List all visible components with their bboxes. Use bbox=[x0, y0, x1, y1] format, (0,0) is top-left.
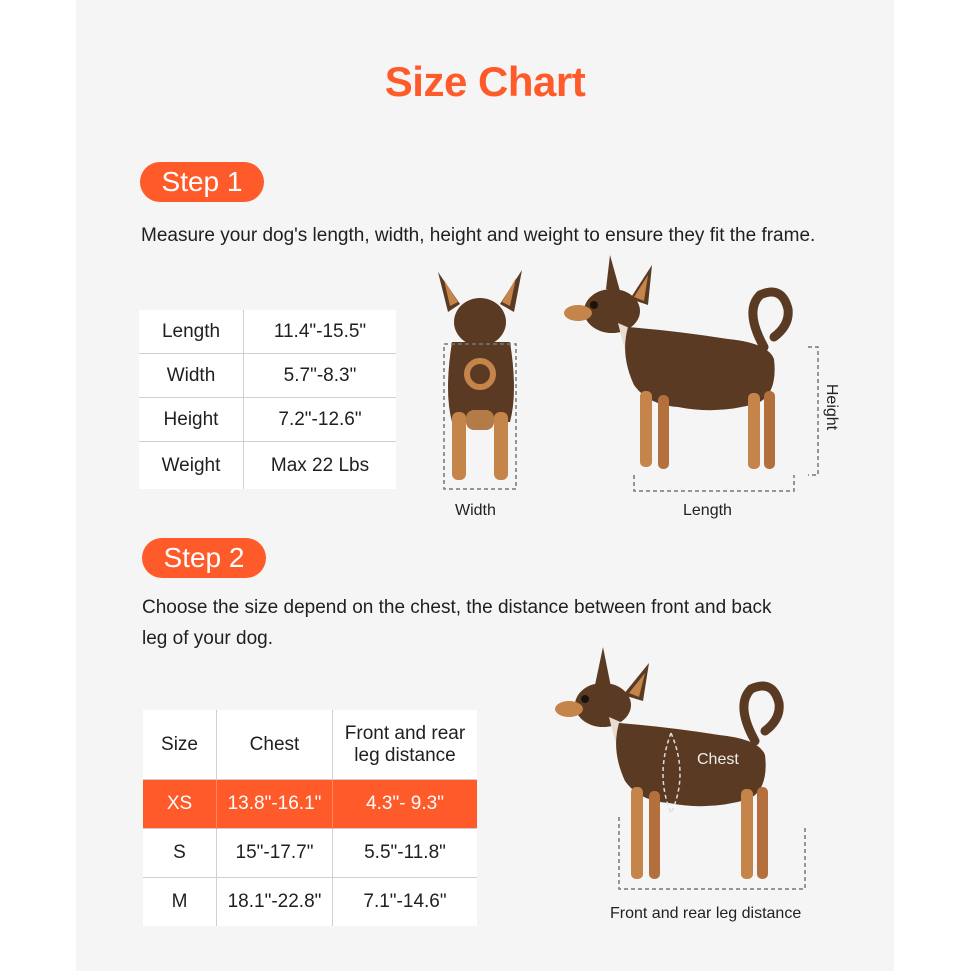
chest-header: Chest bbox=[217, 710, 333, 780]
leg-distance-diagram-label: Front and rear leg distance bbox=[610, 905, 802, 922]
table-row bbox=[143, 780, 477, 829]
step1-description: Measure your dog's length, width, height and weight to ensure they fit the frame. bbox=[141, 225, 816, 246]
leg-cell: 5.5"-11.8" bbox=[333, 829, 478, 878]
step2-badge: Step 2 bbox=[142, 538, 266, 578]
table-row bbox=[139, 354, 396, 398]
table-header-row bbox=[143, 710, 477, 780]
chest-diagram-label: Chest bbox=[697, 751, 739, 768]
size-header: Size bbox=[143, 710, 217, 780]
measurement-table bbox=[139, 310, 396, 489]
width-label: Width bbox=[139, 354, 244, 398]
length-value: 11.4"-15.5" bbox=[273, 320, 367, 342]
size-cell: XS bbox=[143, 780, 217, 829]
height-diagram-label: Height bbox=[823, 383, 841, 431]
width-value: 5.7"-8.3" bbox=[244, 354, 397, 398]
weight-label: Weight bbox=[139, 442, 244, 490]
leg-header-line2: leg distance bbox=[354, 744, 456, 766]
step1-badge: Step 1 bbox=[140, 162, 264, 202]
table-row bbox=[139, 398, 396, 442]
chest-cell: 13.8"-16.1" bbox=[217, 780, 333, 829]
dog-chest-illustration bbox=[555, 645, 815, 895]
dog-rear-view-illustration bbox=[430, 262, 540, 492]
width-diagram-label: Width bbox=[455, 502, 496, 519]
size-cell: S bbox=[143, 829, 217, 878]
step2-description-line1: Choose the size depend on the chest, the distance between front and back bbox=[142, 597, 772, 618]
height-label: Height bbox=[139, 398, 244, 442]
table-row bbox=[143, 878, 477, 927]
chest-cell: 15"-17.7" bbox=[217, 829, 333, 878]
size-table bbox=[143, 710, 477, 926]
dog-side-view-illustration bbox=[568, 255, 828, 495]
table-row bbox=[139, 310, 396, 354]
page-title: Size Chart bbox=[384, 58, 586, 105]
table-row bbox=[143, 829, 477, 878]
size-cell: M bbox=[143, 878, 217, 927]
length-diagram-label: Length bbox=[683, 502, 732, 519]
step2-description-line2: leg of your dog. bbox=[142, 628, 273, 649]
weight-value: Max 22 Lbs bbox=[244, 442, 397, 490]
leg-cell: 4.3"- 9.3" bbox=[333, 780, 478, 829]
length-label: Length bbox=[139, 310, 244, 354]
leg-distance-header bbox=[333, 710, 478, 780]
leg-cell: 7.1"-14.6" bbox=[333, 878, 478, 927]
leg-header-line1: Front and rear bbox=[344, 722, 466, 744]
height-value: 7.2"-12.6" bbox=[244, 398, 397, 442]
table-row bbox=[139, 442, 396, 490]
chest-cell: 18.1"-22.8" bbox=[217, 878, 333, 927]
